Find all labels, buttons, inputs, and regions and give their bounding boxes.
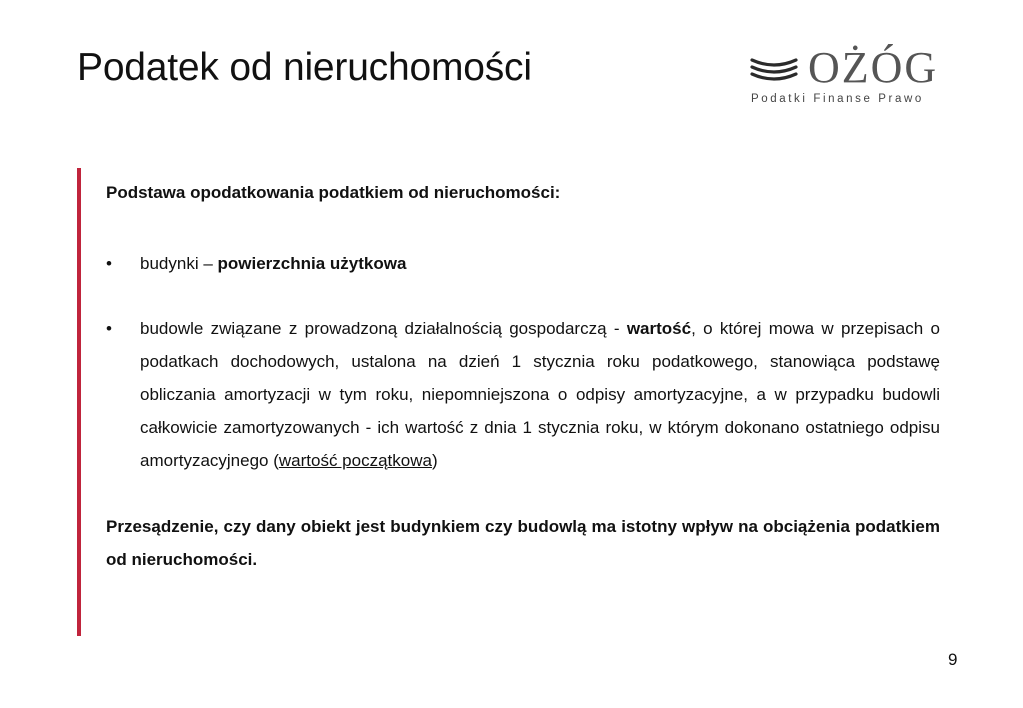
bullet-item-structures bbox=[106, 312, 940, 477]
content-heading: Podstawa opodatkowania podatkiem od nieruchomości: bbox=[106, 183, 561, 202]
initial-value-term: wartość początkowa bbox=[278, 451, 432, 470]
bullet-text: ) bbox=[431, 451, 438, 470]
accent-bar bbox=[77, 168, 81, 636]
bullet-item-buildings bbox=[106, 247, 940, 280]
bullet-dot-icon: • bbox=[106, 319, 112, 338]
bullet-bold-text: powierzchnia użytkowa bbox=[217, 254, 407, 273]
conclusion-text: Przesądzenie, czy dany obiekt jest budynkiem czy budowlą ma istotny wpływ na obciążenia podatkiem od nieruchomości. bbox=[106, 517, 940, 569]
company-logo bbox=[750, 44, 950, 110]
bullet-text: , o której mowa w przepisach o podatkach dochodowych, ustalona na dzień 1 stycznia roku podatkowego, stanowiąca podstawę obliczania amortyzacji w tym roku, niepomniejszona o odpisy amortyzacyjne, a w przypadku budowli całkowicie zamortyzowanych - ich wartość z dnia 1 stycznia roku, w którym dokonano ostatniego odpisu amortyzacyjnego ( bbox=[140, 319, 940, 470]
bullet-text: budynki – bbox=[140, 254, 218, 273]
bullet-dot-icon: • bbox=[106, 254, 112, 273]
bullet-text: budowle związane z prowadzoną działalnością gospodarczą - bbox=[140, 319, 627, 338]
page-number: 9 bbox=[948, 650, 958, 669]
logo-wave-icon bbox=[750, 56, 798, 86]
slide-content bbox=[106, 176, 940, 593]
logo-wordmark: OŻÓG bbox=[808, 43, 939, 92]
slide-title: Podatek od nieruchomości bbox=[77, 46, 532, 89]
bullet-bold-text: wartość bbox=[626, 319, 692, 338]
logo-tagline: Podatki Finanse Prawo bbox=[751, 93, 924, 105]
